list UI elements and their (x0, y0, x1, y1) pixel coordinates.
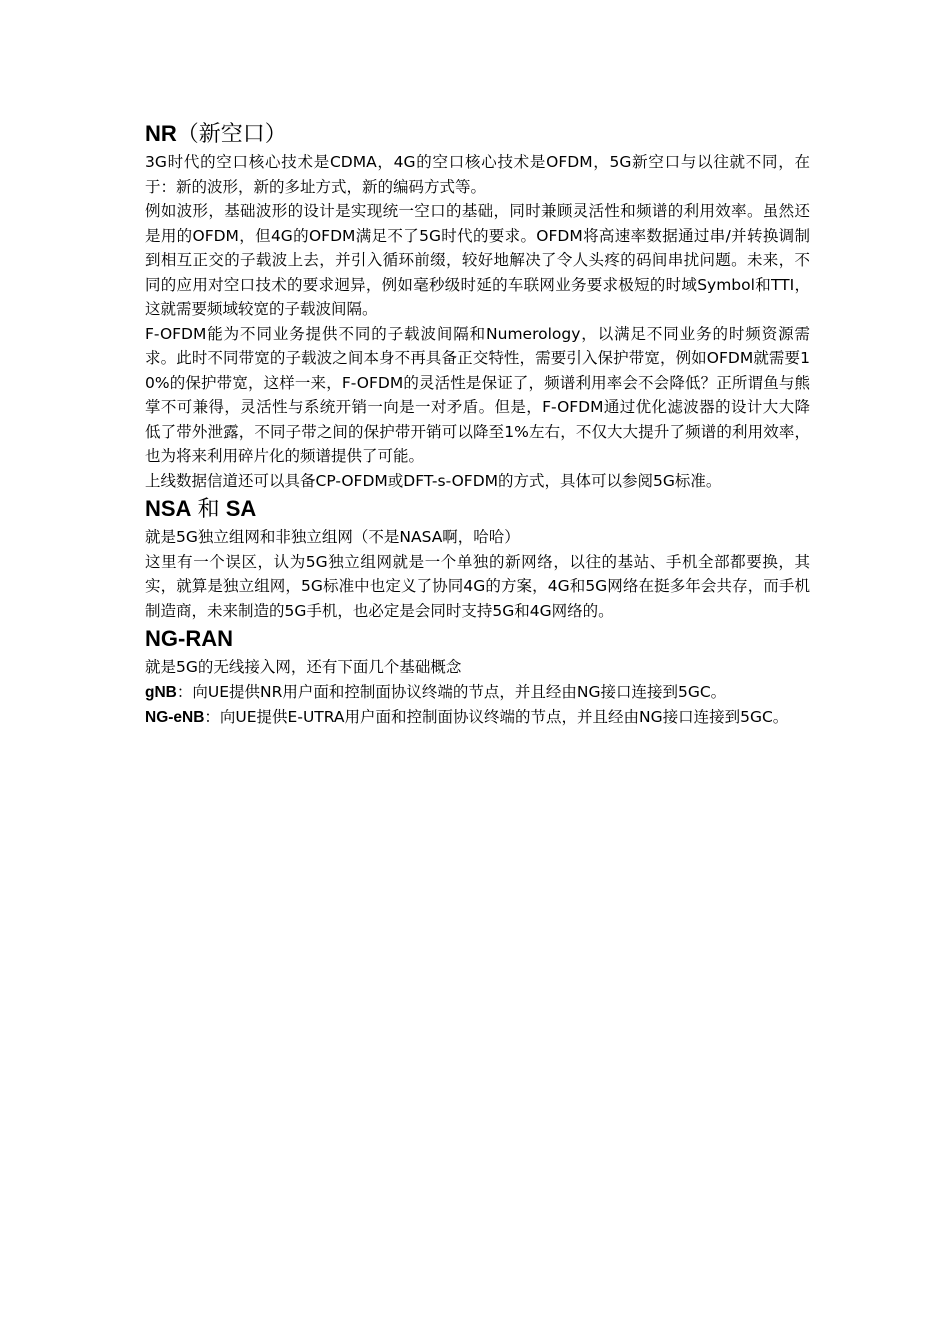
section-title-nr (145, 118, 810, 150)
ngran-gnb-definition (145, 680, 810, 706)
document-page (145, 118, 810, 731)
gnb-term: gNB (145, 683, 177, 701)
section-title-nr-latin: NR (145, 121, 177, 146)
nr-paragraph-4: 上线数据信道还可以具备CP-OFDM或DFT-s-OFDM的方式，具体可以参阅5G标准。 (145, 471, 722, 490)
section-title-nsa-sa (145, 493, 810, 525)
ngran-intro: 就是5G的无线接入网，还有下面几个基础概念 (145, 658, 462, 676)
section-title-nsa-conj: 和 (191, 496, 226, 521)
ngenb-term: NG-eNB (145, 709, 205, 726)
section-title-nr-cjk: （新空口） (176, 121, 287, 146)
nr-paragraph-3: F-OFDM能为不同业务提供不同的子载波间隔和Numerology，以满足不同业务的时频资源需求。此时不同带宽的子载波之间本身不再具备正交特性，需要引入保护带宽，例如OFDM就需要10%的保护带宽，这样一来，F-OFDM的灵活性是保证了，频谱利用率会不会降低？正所谓鱼与熊掌不可兼得，灵活性与系统开销一向是一对矛盾。但是，F-OFDM通过优化滤波器的设计大大降低了带外泄露，不同子带之间的保护带开销可以降至1%左右，不仅大大提升了频谱的利用效率，也为将来利用碎片化的频谱提供了可能。 (145, 324, 810, 465)
ngenb-text: ：向UE提供E-UTRA用户面和控制面协议终端的节点，并且经由NG接口连接到5GC。 (204, 708, 789, 726)
section-title-nsa: NSA (145, 496, 192, 521)
section-title-ng-ran: NG-RAN (145, 626, 233, 651)
nr-paragraph-1: 3G时代的空口核心技术是CDMA，4G的空口核心技术是OFDM，5G新空口与以往就不同，在于：新的波形，新的多址方式，新的编码方式等。 (145, 153, 810, 196)
gnb-text: ：向UE提供NR用户面和控制面协议终端的节点，并且经由NG接口连接到5GC。 (176, 682, 727, 701)
nsa-paragraph-2: 这里有一个误区，认为5G独立组网就是一个单独的新网络，以往的基站、手机全部都要换，其实，就算是独立组网，5G标准中也定义了协同4G的方案，4G和5G网络在挺多年会共存，而手机制造商，未来制造的5G手机，也必定是会同时支持5G和4G网络的。 (145, 552, 810, 620)
nr-paragraph-2: 例如波形，基础波形的设计是实现统一空口的基础，同时兼顾灵活性和频谱的利用效率。虽然还是用的OFDM，但4G的OFDM满足不了5G时代的要求。OFDM将高速率数据通过串/并转换调制到相互正交的子载波上去，并引入循环前缀，较好地解决了令人头疼的码间串扰问题。未来，不同的应用对空口技术的要求迥异，例如毫秒级时延的车联网业务要求极短的时域Symbol和TTI，这就需要频域较宽的子载波间隔。 (145, 202, 810, 318)
ngran-ngenb-definition (145, 705, 810, 731)
section-title-sa: SA (225, 496, 257, 521)
nsa-paragraph-1: 就是5G独立组网和非独立组网（不是NASA啊，哈哈） (145, 528, 520, 546)
